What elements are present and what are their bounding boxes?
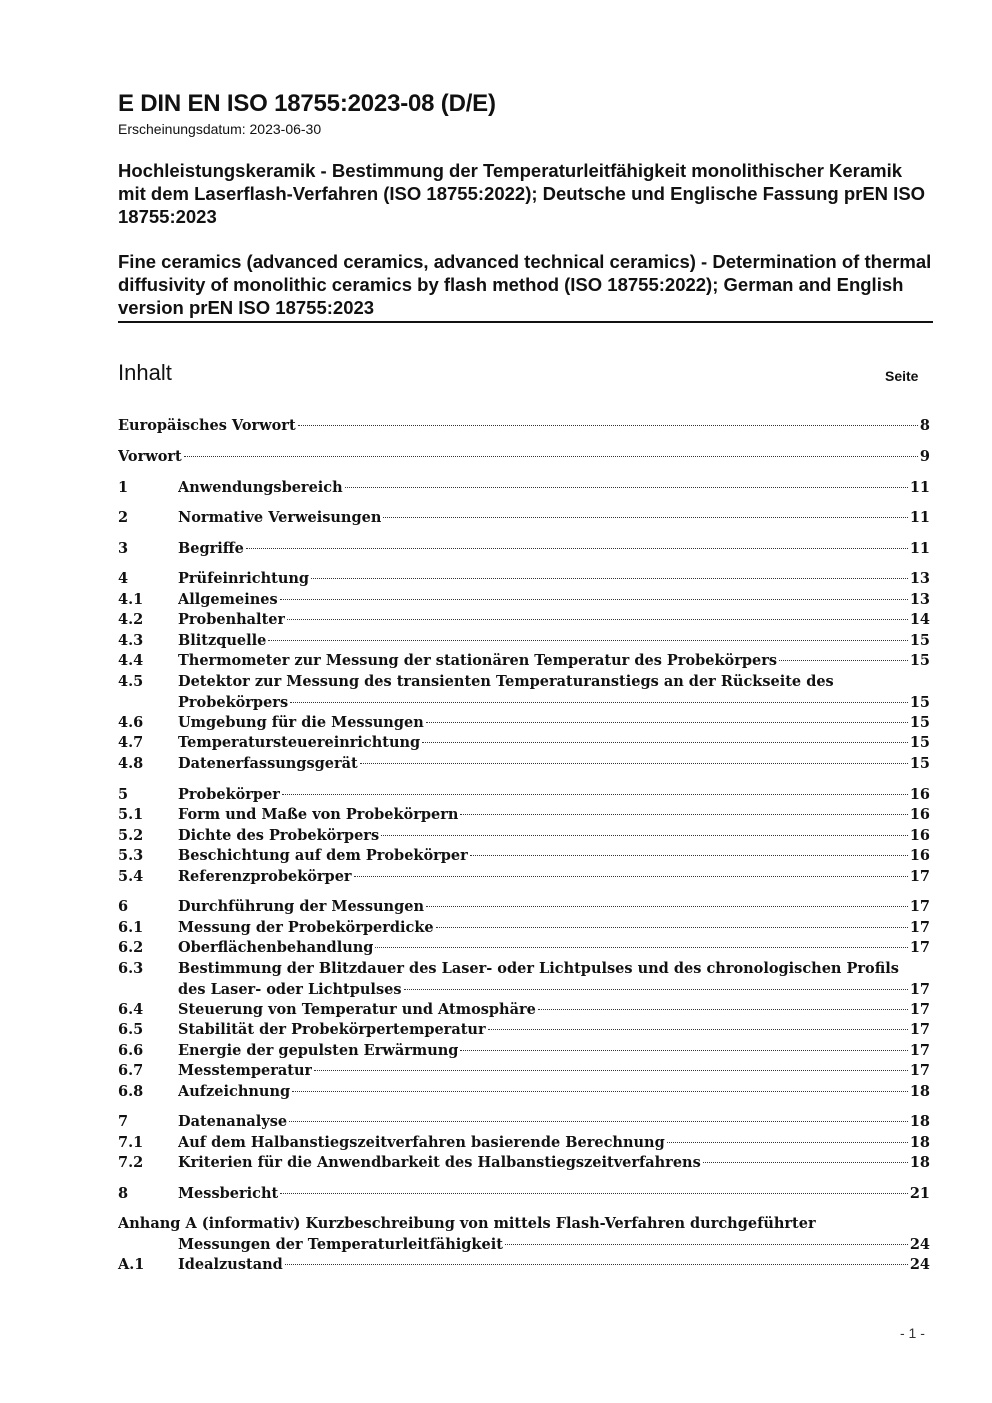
toc-entry-label: Begriffe [178, 540, 244, 557]
page-number: - 1 - [900, 1325, 925, 1341]
toc-entry-page: 15 [909, 693, 930, 711]
toc-entry-page: 17 [909, 868, 930, 885]
toc-entry[interactable] [118, 1041, 930, 1062]
toc-entry-number: 6.4 [118, 1001, 144, 1018]
toc-entry-label: Normative Verweisungen [178, 509, 382, 526]
toc-entry-page: 11 [909, 479, 930, 496]
toc-entry-label: Datenanalyse [178, 1113, 288, 1130]
toc-entry[interactable] [118, 631, 930, 652]
toc-entry-page: 13 [909, 591, 930, 608]
toc-entry[interactable] [118, 447, 930, 468]
toc-entry-label: Beschichtung auf dem Probekörper [178, 847, 468, 864]
toc-entry-label: Anwendungsbereich [178, 479, 343, 496]
toc-entry-label: Kriterien für die Anwendbarkeit des Halbanstiegszeitverfahrens [178, 1154, 701, 1171]
toc-entry[interactable] [118, 508, 930, 529]
toc-entry-label: Dichte des Probekörpers [178, 827, 380, 844]
toc-entry-label: Energie der gepulsten Erwärmung [178, 1042, 459, 1059]
toc-entry-number: 4.6 [118, 714, 144, 731]
toc-entry-page: 16 [909, 806, 930, 823]
toc-entry-label: Messung der Probekörperdicke [178, 919, 434, 936]
toc-entry[interactable] [118, 672, 930, 713]
toc-entry-label: Steuerung von Temperatur und Atmosphäre [178, 1001, 536, 1018]
toc-entry-number: 6.1 [118, 919, 144, 936]
toc-entry-label: Referenzprobekörper [178, 868, 352, 885]
toc-entry-number: 5.2 [118, 827, 144, 844]
toc-entry-number: 6 [118, 898, 129, 915]
toc-entry-label: Allgemeines [178, 591, 278, 608]
toc-entry-number: 5.1 [118, 806, 144, 823]
toc-entry[interactable] [118, 897, 930, 918]
toc-entry[interactable] [118, 1020, 930, 1041]
toc-entry-page: 9 [919, 448, 930, 465]
toc-entry-page: 14 [909, 611, 930, 628]
toc-heading: Inhalt [118, 360, 172, 385]
toc-entry[interactable] [118, 867, 930, 888]
toc-entry[interactable] [118, 478, 930, 499]
toc-entry[interactable] [118, 1214, 930, 1255]
toc-entry-page: 16 [909, 847, 930, 864]
toc-entry[interactable] [118, 1133, 930, 1154]
toc-entry-page: 17 [909, 980, 930, 998]
toc-entry[interactable] [118, 754, 930, 775]
toc-entry-number: 8 [118, 1185, 129, 1202]
toc-page-label: Seite [885, 368, 919, 384]
toc-entry-label: Temperatursteuereinrichtung [178, 734, 421, 751]
toc-entry-label: Form und Maße von Probekörpern [178, 806, 459, 823]
toc-entry-label: Aufzeichnung [178, 1083, 291, 1100]
toc-entry[interactable] [118, 1153, 930, 1174]
toc-entry-number: 7.2 [118, 1154, 144, 1171]
toc-entry[interactable] [118, 590, 930, 611]
toc-entry-number: 7.1 [118, 1134, 144, 1151]
toc-entry-label: Probenhalter [178, 611, 286, 628]
toc-entry-page: 17 [909, 1001, 930, 1018]
toc-entry[interactable] [118, 826, 930, 847]
toc-entry-number: 6.3 [118, 960, 144, 977]
toc-entry-page: 18 [909, 1083, 930, 1100]
title-english: Fine ceramics (advanced ceramics, advanced technical ceramics) - Determination of thermal diffusivity of monolithic ceramics by flash method (ISO 18755:2022); German and English version prEN ISO 18755:2023 [118, 250, 933, 323]
toc-entry-number: 4.3 [118, 632, 144, 649]
toc-entry-label: Oberflächenbehandlung [178, 939, 374, 956]
toc-entry[interactable] [118, 846, 930, 867]
toc-entry[interactable] [118, 1082, 930, 1103]
toc-entry-number: 5.4 [118, 868, 144, 885]
toc-entry[interactable] [118, 1112, 930, 1133]
toc-entry-label: Auf dem Halbanstiegszeitverfahren basierende Berechnung [178, 1134, 665, 1151]
toc-entry-page: 13 [909, 570, 930, 587]
toc-entry-page: 8 [919, 417, 930, 434]
toc-entry-page: 16 [909, 786, 930, 803]
toc-entry-number: 5 [118, 786, 129, 803]
toc-entry[interactable] [118, 569, 930, 590]
toc-entry[interactable] [118, 938, 930, 959]
toc-entry-page: 18 [909, 1134, 930, 1151]
toc-entry-number: 6.2 [118, 939, 144, 956]
toc-entry-page: 17 [909, 919, 930, 936]
toc-entry[interactable] [118, 1000, 930, 1021]
toc-entry[interactable] [118, 416, 930, 437]
toc-entry-page: 17 [909, 1042, 930, 1059]
toc-entry-page: 15 [909, 632, 930, 649]
toc-entry-label: Datenerfassungsgerät [178, 755, 358, 772]
toc-entry-page: 21 [909, 1185, 930, 1202]
toc-entry-page: 24 [909, 1256, 930, 1273]
toc-entry-label: Stabilität der Probekörpertemperatur [178, 1021, 486, 1038]
toc-entry-label: des Laser- oder Lichtpulses [178, 980, 402, 998]
toc-entry-label: Messbericht [178, 1185, 279, 1202]
toc-entry-number: 7 [118, 1113, 129, 1130]
toc-entry[interactable] [118, 785, 930, 806]
toc-entry-number: 1 [118, 479, 129, 496]
toc-entry-page: 17 [909, 1062, 930, 1079]
toc-entry[interactable] [118, 733, 930, 754]
toc-entry-label: Blitzquelle [178, 632, 267, 649]
toc-entry-number: 6.8 [118, 1083, 144, 1100]
toc-entry-label: Thermometer zur Messung der stationären Temperatur des Probekörpers [178, 652, 778, 669]
toc-entry-label-line1: Detektor zur Messung des transienten Temperaturanstiegs an der Rückseite des [178, 673, 834, 690]
toc-entry-number: 4.1 [118, 591, 144, 608]
toc-entry-label: Europäisches Vorwort [118, 417, 296, 434]
toc-entry[interactable] [118, 1255, 930, 1276]
standard-id: E DIN EN ISO 18755:2023-08 (D/E) [118, 90, 496, 117]
toc-entry[interactable] [118, 713, 930, 734]
toc-entry-number: A.1 [118, 1256, 145, 1273]
toc-entry-number: 4.5 [118, 673, 144, 690]
toc-entry-label: Prüfeinrichtung [178, 570, 310, 587]
toc-entry-page: 17 [909, 939, 930, 956]
toc-entry-number: 4.7 [118, 734, 144, 751]
toc-entry-number: 4.8 [118, 755, 144, 772]
toc-entry-page: 17 [909, 898, 930, 915]
toc-entry-page: 11 [909, 509, 930, 526]
toc-entry-label: Umgebung für die Messungen [178, 714, 424, 731]
toc-entry-number: 6.7 [118, 1062, 144, 1079]
toc-entry-page: 15 [909, 714, 930, 731]
toc-entry-page: 16 [909, 827, 930, 844]
toc-entry-label-line1: Anhang A (informativ) Kurzbeschreibung von mittels Flash-Verfahren durchgeführter [118, 1215, 816, 1232]
toc-entry[interactable] [118, 651, 930, 672]
toc-entry-label: Probekörpers [178, 693, 289, 711]
toc-entry-page: 15 [909, 652, 930, 669]
toc-entry-number: 5.3 [118, 847, 144, 864]
toc-entry-number: 2 [118, 509, 129, 526]
toc-entry-page: 15 [909, 734, 930, 751]
toc-entry-page: 17 [909, 1021, 930, 1038]
toc-entry-number: 4 [118, 570, 129, 587]
toc-entry[interactable] [118, 805, 930, 826]
toc-entry-number: 4.2 [118, 611, 144, 628]
toc-entry-label: Durchführung der Messungen [178, 898, 425, 915]
toc-entry[interactable] [118, 1184, 930, 1205]
toc-entry-number: 6.5 [118, 1021, 144, 1038]
toc-entry-label-line1: Bestimmung der Blitzdauer des Laser- oder Lichtpulses und des chronologischen Profils [178, 960, 899, 977]
toc-entry-page: 11 [909, 540, 930, 557]
toc-entry-label: Vorwort [118, 448, 182, 465]
publication-date: Erscheinungsdatum: 2023-06-30 [118, 121, 322, 137]
toc-entry-page: 15 [909, 755, 930, 772]
title-german: Hochleistungskeramik - Bestimmung der Temperaturleitfähigkeit monolithischer Keramik mit dem Laserflash-Verfahren (ISO 18755:2022); Deutsche und Englische Fassung prEN ISO 18755:2023 [118, 160, 926, 227]
toc-entry-number: 3 [118, 540, 129, 557]
toc-entry-label: Messtemperatur [178, 1062, 313, 1079]
toc-entry[interactable] [118, 1061, 930, 1082]
toc-entry-number: 4.4 [118, 652, 144, 669]
toc-entry[interactable] [118, 610, 930, 631]
toc-entry[interactable] [118, 959, 930, 1000]
toc-entry-label: Idealzustand [178, 1256, 283, 1273]
toc-entry-number: 6.6 [118, 1042, 144, 1059]
toc-entry[interactable] [118, 918, 930, 939]
toc-entry-page: 18 [909, 1113, 930, 1130]
toc-entry-page: 18 [909, 1154, 930, 1171]
toc-entry-label: Probekörper [178, 786, 280, 803]
toc-entry[interactable] [118, 539, 930, 560]
toc-entry-page: 24 [909, 1235, 930, 1253]
toc-entry-label: Messungen der Temperaturleitfähigkeit [178, 1235, 503, 1253]
